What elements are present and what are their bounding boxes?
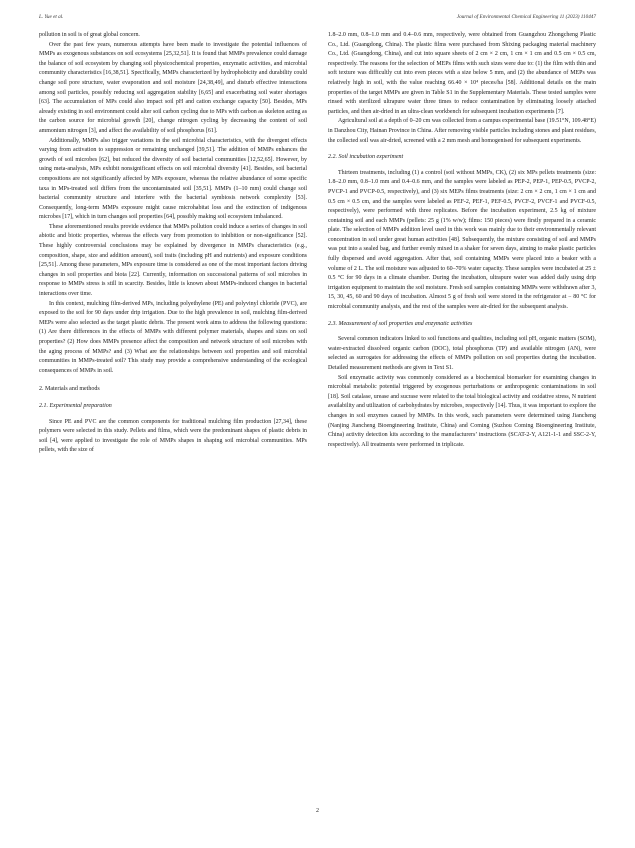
paragraph: In this context, mulching film-derived MPs, including polyethylene (PE) and polyvinyl chloride (PVC), are exposed to the soil for 90 days under drip irrigation. Due to the high prevalence in soil, mulching film-derived MEPs were also selected as the target plastic debris. The present work aims to address the following questions: (1) Are there differences in the effects of MMPs with different polymer materials, shapes and sizes on soil properties? (2) How does MMPs presence affect the composition and network structure of soil microbes with the aging process of MMPs? and (3) What are the relationships between soil properties and soil microbial communities in MMPs-treated soil? This study may provide a comprehensive understanding of the ecological consequences of MMPs in soil. — [39, 300, 307, 374]
header-authors: L. Yue et al. — [39, 14, 64, 20]
section-heading: 2. Materials and methods — [39, 386, 100, 393]
paragraph: Agricultural soil at a depth of 0–20 cm was collected from a campus experimental base (19.51°N, 109.48°E) in Danzhou City, Hainan Province in China. After removing visible particles including stones and plant residues, the collected soil was air-dried, screened with a 2 mm mesh and homogenised for subsequent experiments. — [328, 118, 596, 144]
paragraph: Additionally, MMPs also trigger variations in the soil microbial characteristics, with the divergent effects varying from activation to suppression or remaining unchanged [39,51]. The addition of MMPs enhances the growth of soil microbes [62], but reduced the diversity of soil bacterial communities [12,52,65]. However, by using meta-analysis, MPs exhibit nonsignificant effects on soil microbial diversity [41]. Besides, soil bacterial compositions are not significantly affected by MPs exposure, whereas the relative abundance of some specific taxa in MPs-treated soil differs from the uncontaminated soil [35,51]. MMPs (1–10 mm) could change soil bacterial community structure and interfere with the bacterial symbiosis network complexity [53]. Consequently, long-term MMPs exposure might cause microhabitat loss and the extinction of indigenous microbes [17], which in turn changes soil properties [64], possibly making soil ecosystem imbalanced. — [39, 137, 307, 221]
paragraph: Soil enzymatic activity was commonly considered as a biochemical biomarker for examining changes in microbial metabolic potential triggered by exogenous perturbations or anthropogenic contaminations in soil [18]. Soil catalase, urease and sucrase were related to the total biological activity and oxidative stress, N nutrient availability and utilization of carbohydrates by microbes, respectively [14]. Thus, it was important to explore the changes in soil enzymes caused by MMPs. In this work, such parameters were determined using Jiancheng (Nanjing Jiancheng Bioengineering Institute, China) and Coming (Suzhou Coming Bioengineering Institute, China) activity detection kits according to the manufacturers’ instructions (SCAT-2-Y, A121-1-1 and SSC-2-Y, respectively). All treatments were performed in triplicate. — [328, 374, 596, 448]
right-column — [328, 31, 596, 450]
paragraph: Since PE and PVC are the common components for traditional mulching film production [27,34], these polymers were selected in this study. Pellets and films, which were the predominant shapes of plastic debris in soil [4], were applied to investigate the role of MMPs shapes in shaping soil microbial communities. MPs pellets, with the size of — [39, 418, 307, 454]
subsection-heading: 2.3. Measurement of soil properties and enzymatic activities — [328, 320, 473, 327]
left-column — [39, 31, 307, 456]
subsection-heading: 2.1. Experimental preparation — [39, 402, 112, 409]
paragraph: pollution in soil is of great global concern. — [39, 32, 140, 38]
page-number: 2 — [316, 808, 319, 814]
paragraph: These aforementioned results provide evidence that MMPs pollution could induce a series of changes in soil abiotic and biotic properties, whereas the effects vary from promotion to inhibition or non-significance [52]. These highly controversial conclusions may be explained by divergence in MMPs characteristics (e.g., composition, shape, size and addition amount), soil traits (including pH and nutrients) and exposure conditions [25,51]. Among these parameters, MPs exposure time is considered as one of the most important factors driving changes in soil properties and biota [22]. Currently, information on successional patterns of soil microbes in response to MMPs stress is still in scarcity. Besides, little is known about MMPs-induced changes in bacterial interactions over time. — [39, 223, 307, 298]
paragraph: Several common indicators linked to soil functions and qualities, including soil pH, organic matters (SOM), water-extracted dissolved organic carbon (DOC), total phosphorus (TP) and available nitrogen (AN), were selected as surrogates for addressing the effects of MMPs pollution on soil properties during the incubation. Detailed measurement methods are given in Text S1. — [328, 336, 596, 371]
paragraph: Thirteen treatments, including (1) a control (soil without MMPs, CK), (2) six MPs pellets treatments (size: 1.8–2.0 mm, 0.8–1.0 mm and 0.4–0.6 mm, and the samples were labeled as PEP-2, PEP-1, PEP-0.5, PVCP-2, PVCP-1 and PVCP-0.5, respectively), and (3) six MEPs films treatments (size: 2 cm × 2 cm, 1 cm × 1 cm and 0.5 cm × 0.5 cm, and the samples were labeled as PEF-2, PEF-1, PEF-0.5, PVCF-2, PVCF-1 and PVCF-0.5, respectively), were performed with three replicates. Before the incubation experiment, 2.5 kg of mixture containing soil and each MMPs (pellets: 25 g (1% w/w); films: 150 pieces) were firstly prepared in a ceramic plate. The selection of MMPs addition level used in this work was mainly due to their environmentally relevant concentration in soil under great human activities [48]. Subsequently, the mixture consisting of soil and MMPs was put into a sealed bag, and further evenly mixed in a shaker for seven days, aiming to make plastic particles fully dispersed and avoid aggregation. After that, soil containing MMPs were placed into a beaker with a volume of 2 L. The soil moisture was adjusted to 60–70% water capacity. These samples were incubated at 25 ± 0.5 °C for 90 days in a climate chamber. During the incubation, ultrapure water was added daily using drip irrigation equipment to maintain the soil moisture. Fresh soil samples containing MMPs were withdrawn after 3, 15, 30, 45, 60 and 90 days of incubation. Almost 5 g of fresh soil were stored in the refrigerator at − 80 °C for microbial community analysis, and the rest of the samples were air-dried for the subsequent analysis. — [328, 169, 596, 311]
paragraph: Over the past few years, numerous attempts have been made to investigate the potential influences of MMPs as exogenous substances on soil ecosystems [25,32,51]. It is found that MMPs prevalence could damage the balance of soil ecosystem by changing soil physicochemical properties, enzymatic activities, and microbial community characteristics [16,38,51]. Specifically, MMPs characterized by hydrophobicity and durability could change soil pore structure, water evaporation and soil moisture [24,38,49], and disturb effective interactions among soil particles, possibly reducing soil aggregation stability [6,65] and exacerbating soil water shortages [63]. The accumulation of MPs could also impact soil pH and cation exchange capacity [50]. Besides, MPs already existing in soil environment could alter soil carbon cycling due to MPs with carbon as skeleton acting as the carbon source for microbial growth [20], change nitrogen cycling by decreasing the content of soil ammonium nitrogen [3], and affect the availability of soil phosphorus [61]. — [39, 41, 307, 134]
paragraph: 1.8–2.0 mm, 0.8–1.0 mm and 0.4–0.6 mm, respectively, were obtained from Guangzhou Zhongcheng Plastic Co., Ltd. (Guangdong, China). The plastic films were purchased from Shixing packaging material machinery Co., Ltd. (Guangdong, China), and cut into square sheets of 2 cm × 2 cm, 1 cm × 1 cm and 0.5 cm × 0.5 cm, respectively. The reasons for the selection of MEPs films with such sizes were due to: (1) the film with thin and soft texture was difficultly cut into even pieces with a size below 5 mm, and (2) the abundance of MEPs was relatively high in soil, with the value reaching 66.40 × 10⁴ pieces/ha [58]. Additional details on the main properties of the target MMPs are given in Table S1 in the Supplementary Materials. These tested samples were rinsed with sterilized ultrapure water three times to reduce contamination by eliminating loosely attached particles, and then air-dried in an ultra-clean workbench for subsequent incubation experiments [7]. — [328, 32, 596, 115]
header-journal: Journal of Environmental Chemical Engineering 11 (2023) 110447 — [456, 14, 596, 20]
subsection-heading: 2.2. Soil incubation experiment — [328, 154, 404, 161]
running-header — [39, 14, 596, 24]
